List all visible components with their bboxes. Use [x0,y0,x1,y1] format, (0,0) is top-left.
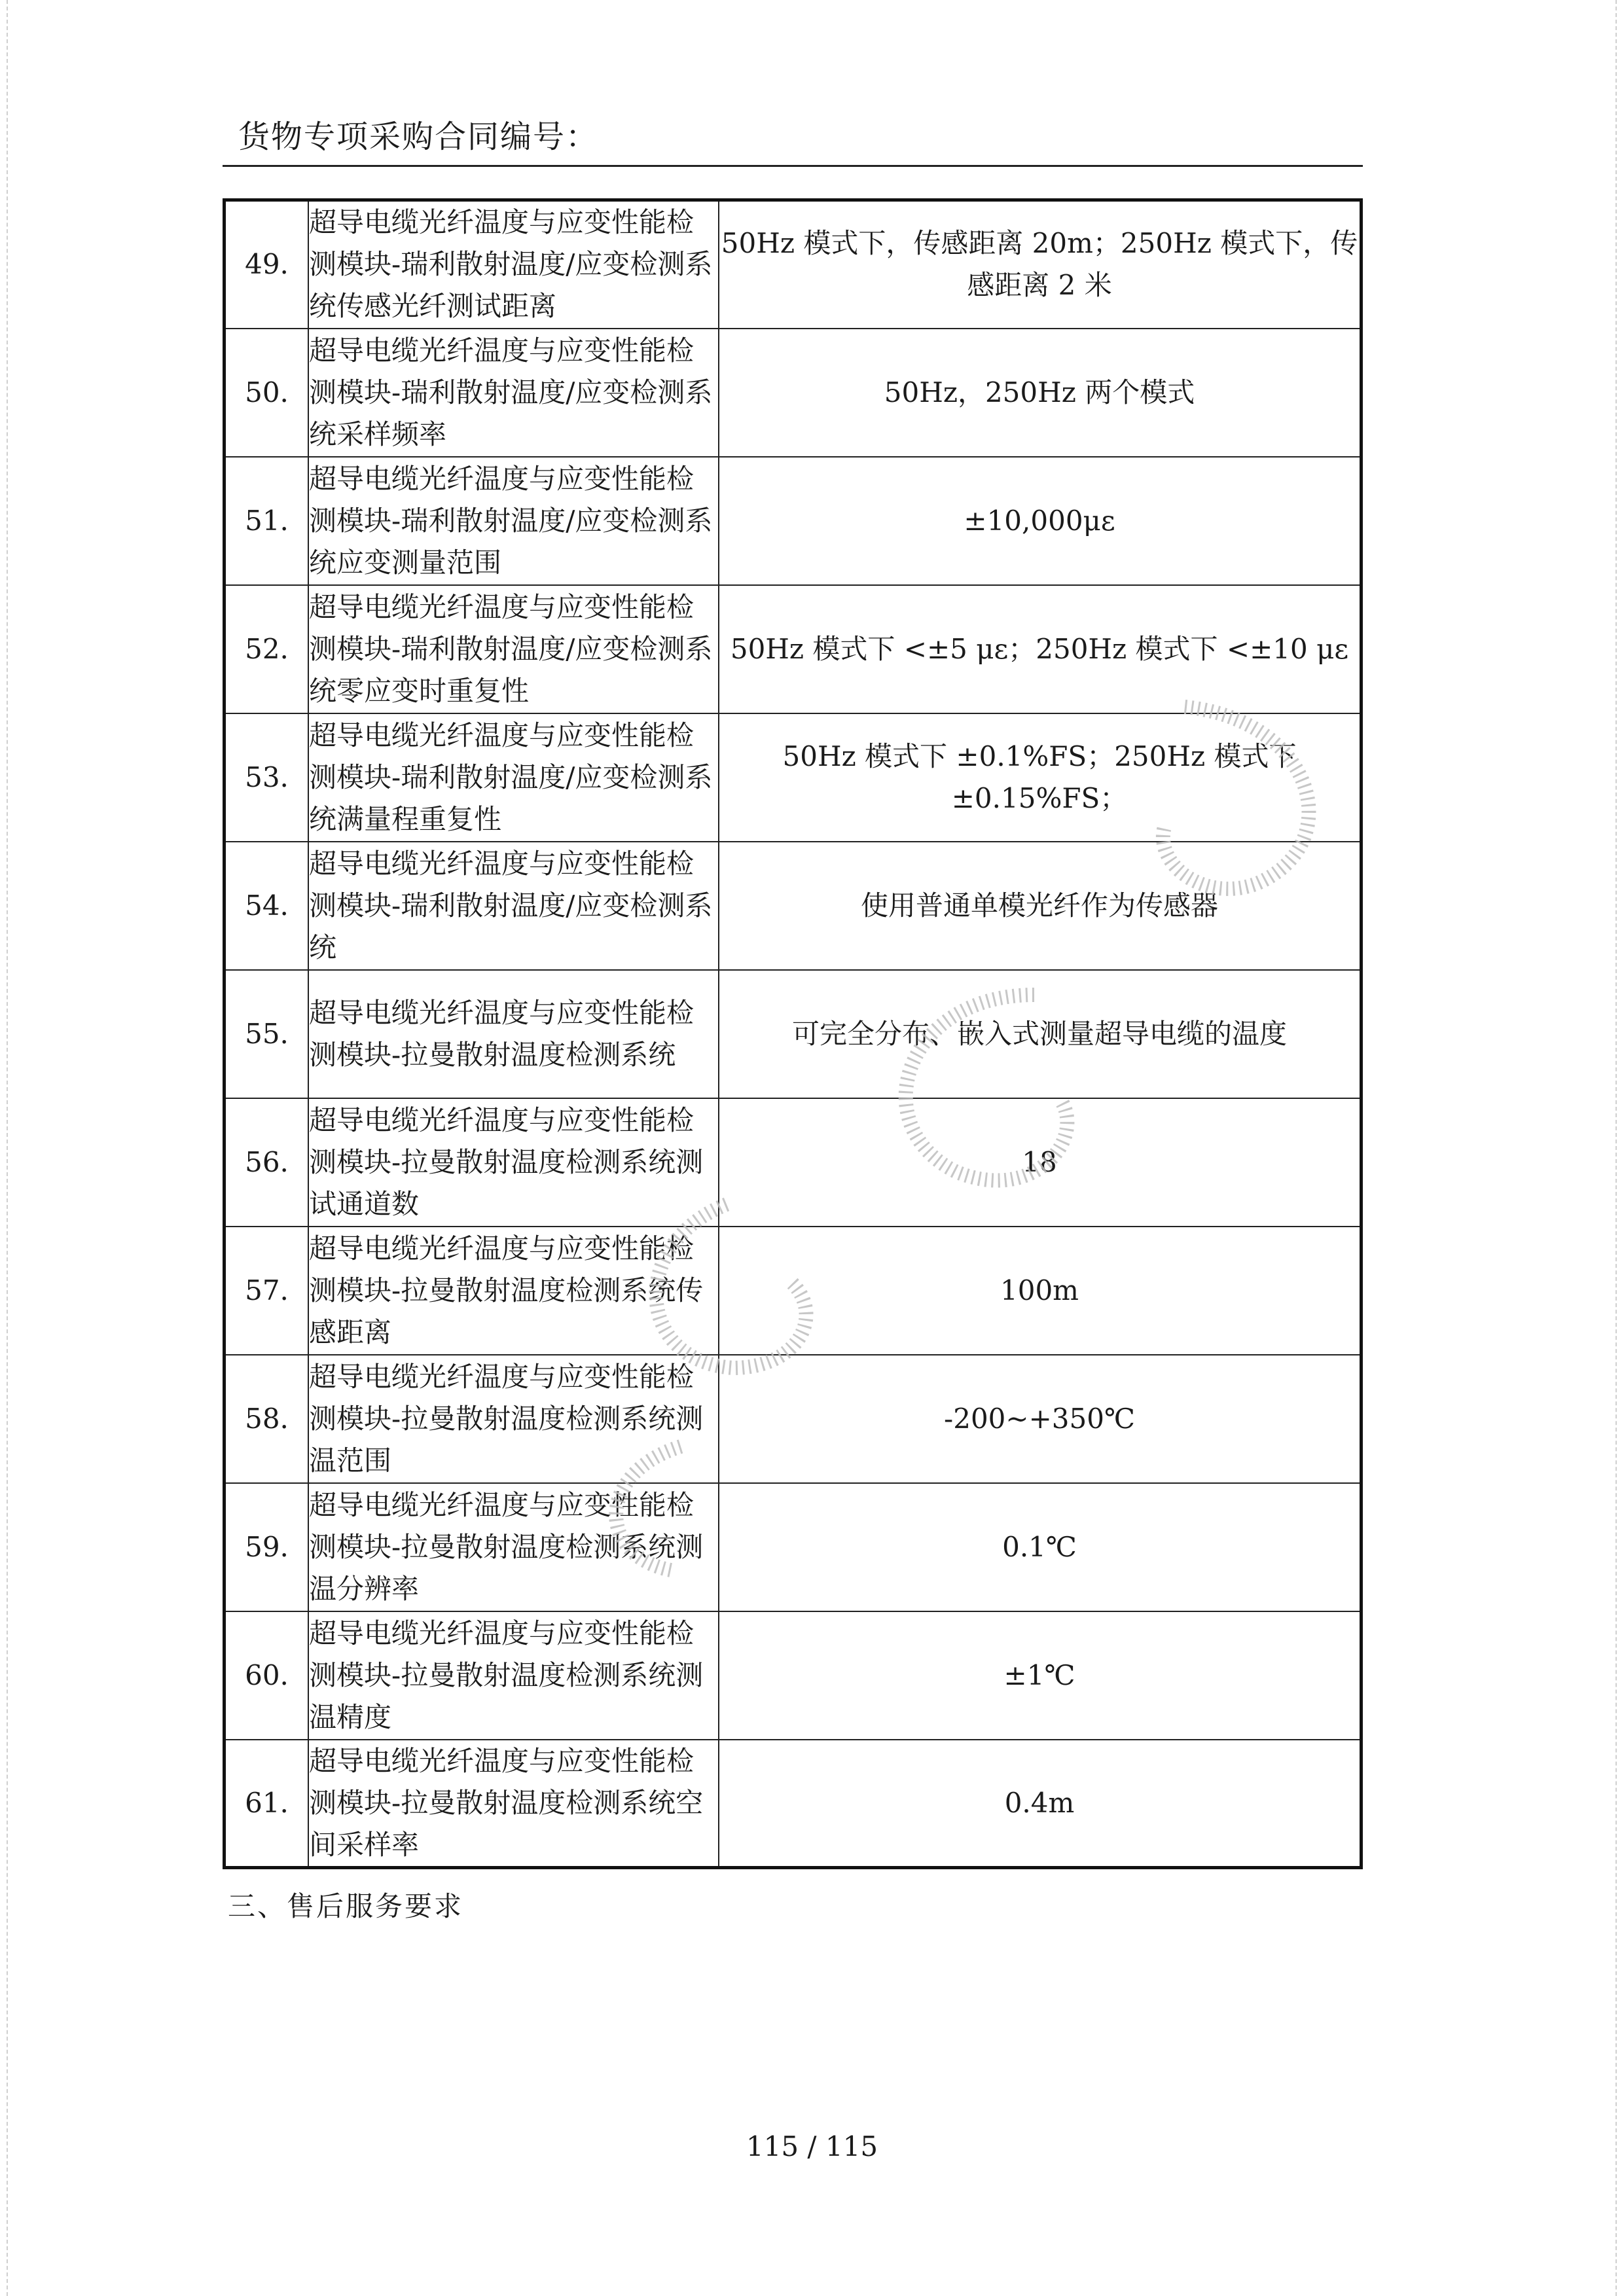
scan-edge-left [7,0,8,2296]
row-number: 58. [225,1355,309,1483]
row-number: 51. [225,457,309,585]
row-number: 61. [225,1740,309,1868]
section-heading: 三、售后服务要求 [228,1890,464,1922]
row-item: 超导电缆光纤温度与应变性能检测模块-拉曼散射温度检测系统测温分辨率 [308,1483,719,1611]
header-divider [223,165,1363,167]
row-value: 可完全分布、嵌入式测量超导电缆的温度 [719,970,1362,1098]
row-number: 60. [225,1611,309,1740]
row-value: 50Hz 模式下 <±5 με；250Hz 模式下 <±10 με [719,585,1362,713]
scan-edge-right [1615,0,1617,2296]
page-number: 115 / 115 [746,2130,878,2162]
row-number: 54. [225,842,309,970]
table-row [225,200,1362,329]
row-number: 55. [225,970,309,1098]
table-row [225,1611,1362,1740]
table-row [225,1740,1362,1868]
row-item: 超导电缆光纤温度与应变性能检测模块-瑞利散射温度/应变检测系统 [308,842,719,970]
row-item: 超导电缆光纤温度与应变性能检测模块-瑞利散射温度/应变检测系统满量程重复性 [308,713,719,842]
table-row [225,970,1362,1098]
table-row [225,457,1362,585]
row-value: ±1℃ [719,1611,1362,1740]
table-row [225,329,1362,457]
row-number: 59. [225,1483,309,1611]
row-number: 53. [225,713,309,842]
spec-table [223,198,1363,1869]
row-value: 0.4m [719,1740,1362,1868]
row-item: 超导电缆光纤温度与应变性能检测模块-瑞利散射温度/应变检测系统应变测量范围 [308,457,719,585]
row-number: 52. [225,585,309,713]
row-item: 超导电缆光纤温度与应变性能检测模块-瑞利散射温度/应变检测系统采样频率 [308,329,719,457]
table-row [225,842,1362,970]
row-item: 超导电缆光纤温度与应变性能检测模块-拉曼散射温度检测系统空间采样率 [308,1740,719,1868]
table-row [225,1483,1362,1611]
row-value: 18 [719,1098,1362,1227]
table-row [225,585,1362,713]
row-item: 超导电缆光纤温度与应变性能检测模块-瑞利散射温度/应变检测系统零应变时重复性 [308,585,719,713]
row-value: ±10,000με [719,457,1362,585]
row-value: 50Hz 模式下，传感距离 20m；250Hz 模式下，传感距离 2 米 [719,200,1362,329]
row-value: 0.1℃ [719,1483,1362,1611]
row-value: 50Hz，250Hz 两个模式 [719,329,1362,457]
contract-number-header: 货物专项采购合同编号： [238,118,599,155]
row-item: 超导电缆光纤温度与应变性能检测模块-瑞利散射温度/应变检测系统传感光纤测试距离 [308,200,719,329]
row-number: 49. [225,200,309,329]
row-value: 使用普通单模光纤作为传感器 [719,842,1362,970]
row-item: 超导电缆光纤温度与应变性能检测模块-拉曼散射温度检测系统测温范围 [308,1355,719,1483]
row-value: 100m [719,1227,1362,1355]
row-item: 超导电缆光纤温度与应变性能检测模块-拉曼散射温度检测系统测温精度 [308,1611,719,1740]
row-number: 56. [225,1098,309,1227]
row-value: -200~+350℃ [719,1355,1362,1483]
table-row [225,1355,1362,1483]
row-number: 50. [225,329,309,457]
row-value: 50Hz 模式下 ±0.1%FS；250Hz 模式下 ±0.15%FS； [719,713,1362,842]
table-row [225,1227,1362,1355]
table-row [225,1098,1362,1227]
table-row [225,713,1362,842]
row-item: 超导电缆光纤温度与应变性能检测模块-拉曼散射温度检测系统测试通道数 [308,1098,719,1227]
row-item: 超导电缆光纤温度与应变性能检测模块-拉曼散射温度检测系统传感距离 [308,1227,719,1355]
row-number: 57. [225,1227,309,1355]
row-item: 超导电缆光纤温度与应变性能检测模块-拉曼散射温度检测系统 [308,970,719,1098]
